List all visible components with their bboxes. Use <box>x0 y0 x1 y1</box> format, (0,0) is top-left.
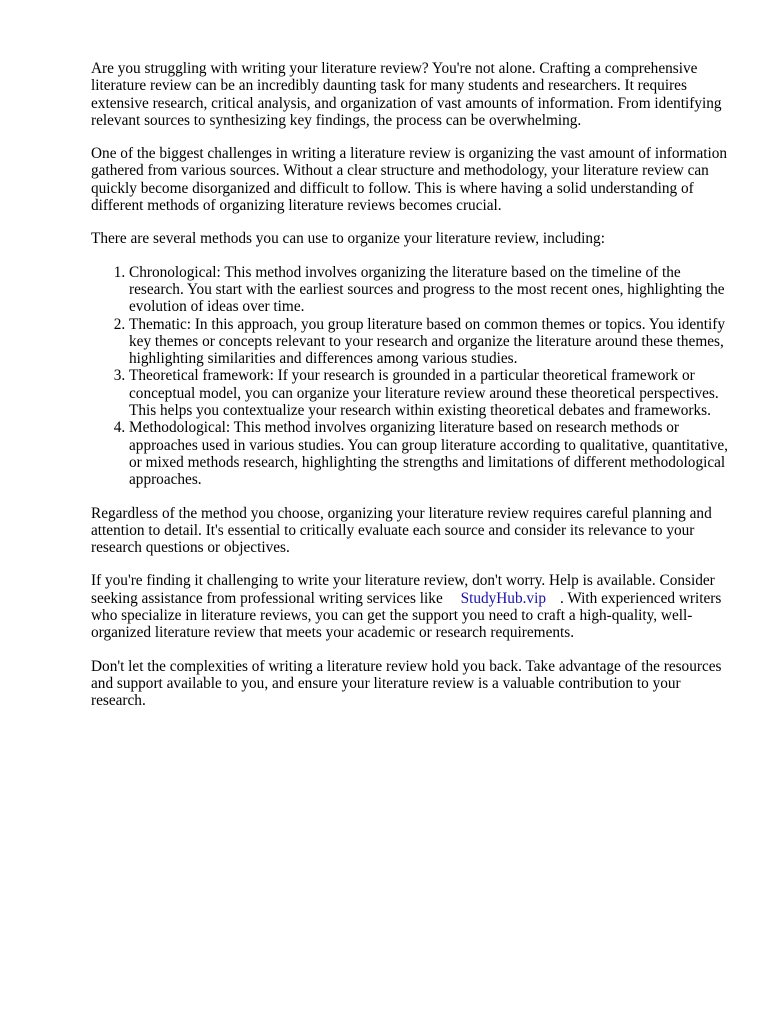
closing-paragraph: Don't let the complexities of writing a literature review hold you back. Take advantage of the resources and support available to you, and ensure your literature review is a valuable contribution to your research. <box>91 657 722 710</box>
help-text-after: . With experienced writers who specialize in literature reviews, you can get the support you need to craft a high-quality, well-organized literature review that meets your academic or research requirements. <box>91 589 722 642</box>
studyhub-link[interactable]: StudyHub.vip <box>460 589 546 607</box>
methods-list <box>91 264 731 489</box>
regardless-paragraph: Regardless of the method you choose, organizing your literature review requires careful planning and attention to detail. It's essential to critically evaluate each source and consider its relevance to your research questions or objectives. <box>91 504 712 557</box>
help-text-before: If you're finding it challenging to write your literature review, don't worry. Help is available. Consider seeking assistance from professional writing services like <box>91 572 715 607</box>
method-chronological: 1. Chronological: This method involves organizing the literature based on the timeline of the research. You start with the earliest sources and progress to the most recent ones, highlighting the evolution of ideas over time. <box>129 264 731 316</box>
method-theoretical-framework: 3. Theoretical framework: If your research is grounded in a particular theoretical framework or conceptual model, you can organize your literature review around these theoretical perspectives. This helps you contextualize your research within existing theoretical debates and frameworks. <box>129 367 731 419</box>
document-body <box>91 60 731 726</box>
help-paragraph <box>91 572 731 641</box>
challenge-paragraph: One of the biggest challenges in writing a literature review is organizing the vast amount of information gathered from various sources. Without a clear structure and methodology, your literature review can quickly become disorganized and difficult to follow. This is where having a solid understanding of different methods of organizing literature reviews becomes crucial. <box>91 145 728 215</box>
intro-paragraph: Are you struggling with writing your literature review? You're not alone. Crafting a comprehensive literature review can be an incredibly daunting task for many students and researchers. It requires extensive research, critical analysis, and organization of vast amounts of information. From identifying relevant sources to synthesizing key findings, the process can be overwhelming. <box>91 60 722 129</box>
methods-intro-paragraph: There are several methods you can use to organize your literature review, including: <box>91 230 605 248</box>
method-thematic: 2. Thematic: In this approach, you group literature based on common themes or topics. You identify key themes or concepts relevant to your research and organize the literature around these themes, highlighting similarities and differences among various studies. <box>129 316 731 368</box>
method-methodological: 4. Methodological: This method involves organizing literature based on research methods or approaches used in various studies. You can group literature according to qualitative, quantitative, or mixed methods research, highlighting the strengths and limitations of different methodological approaches. <box>129 419 731 488</box>
